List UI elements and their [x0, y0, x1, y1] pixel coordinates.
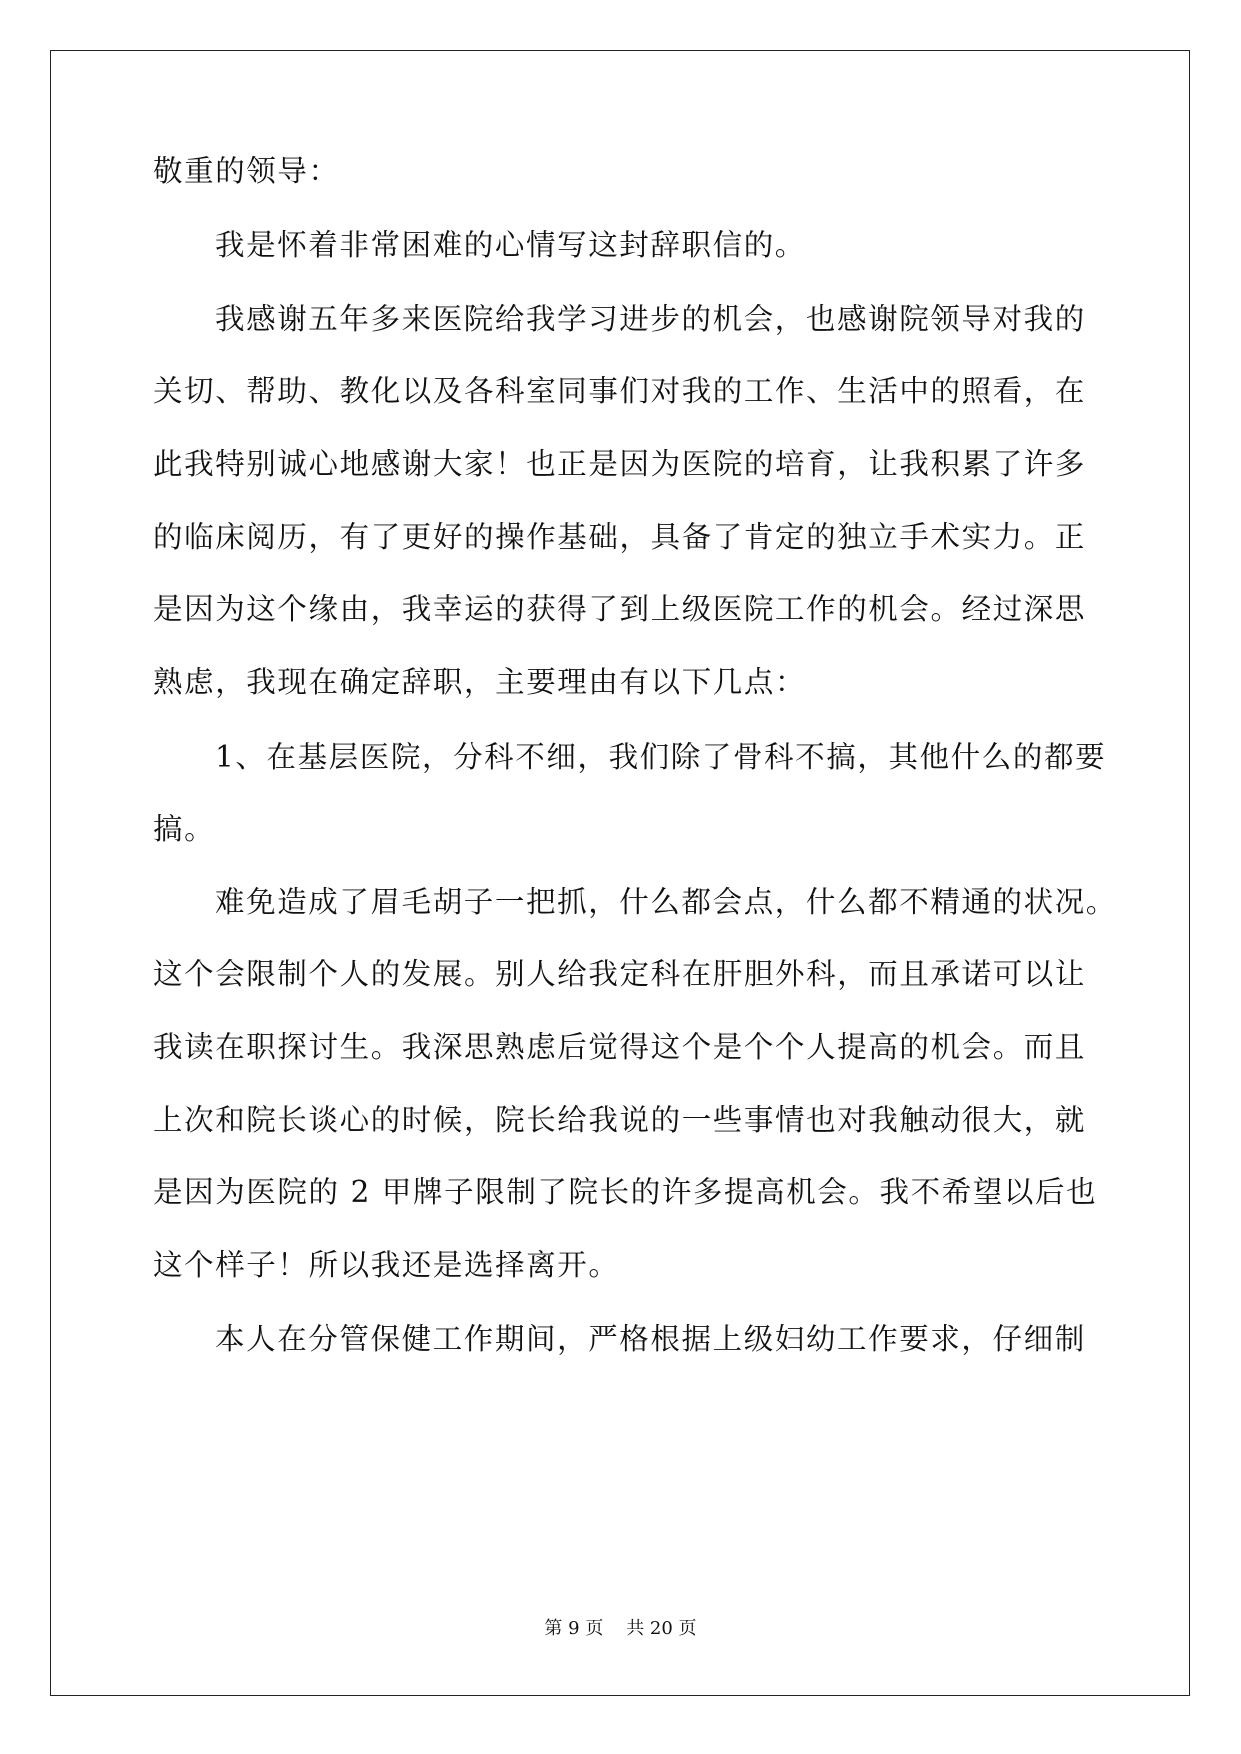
- page-border: [50, 50, 1190, 1696]
- paragraph-line: 搞。: [153, 812, 216, 846]
- paragraph-line: 上次和院长谈心的时候，院长给我说的一些事情也对我触动很大，就: [153, 1103, 1087, 1137]
- paragraph-line: 这个会限制个人的发展。别人给我定科在肝胆外科，而且承诺可以让: [153, 957, 1087, 991]
- paragraph-line: 难免造成了眉毛胡子一把抓，什么都会点，什么都不精通的状况。: [215, 885, 1117, 919]
- paragraph-line: 熟虑，我现在确定辞职，主要理由有以下几点：: [153, 665, 807, 699]
- salutation: 敬重的领导：: [153, 154, 340, 188]
- paragraph-line: 我感谢五年多来医院给我学习进步的机会，也感谢院领导对我的: [215, 302, 1086, 336]
- paragraph-line: 是因为医院的 2 甲牌子限制了院长的许多提高机会。我不希望以后也: [153, 1175, 1098, 1209]
- paragraph-line: 我是怀着非常困难的心情写这封辞职信的。: [215, 228, 806, 262]
- paragraph-line: 是因为这个缘由，我幸运的获得了到上级医院工作的机会。经过深思: [153, 592, 1087, 626]
- paragraph-line: 我读在职探讨生。我深思熟虑后觉得这个是个个人提高的机会。而且: [153, 1030, 1087, 1064]
- paragraph-line: 此我特别诚心地感谢大家！也正是因为医院的培育，让我积累了许多: [153, 447, 1087, 481]
- page-number-footer: 第 9 页 共 20 页: [544, 1618, 697, 1639]
- paragraph-line: 这个样子！所以我还是选择离开。: [153, 1248, 620, 1282]
- paragraph-line: 的临床阅历，有了更好的操作基础，具备了肯定的独立手术实力。正: [153, 520, 1087, 554]
- paragraph-line: 1、在基层医院，分科不细，我们除了骨科不搞，其他什么的都要: [215, 740, 1107, 774]
- paragraph-line: 本人在分管保健工作期间，严格根据上级妇幼工作要求，仔细制: [215, 1322, 1086, 1356]
- paragraph-line: 关切、帮助、教化以及各科室同事们对我的工作、生活中的照看，在: [153, 374, 1087, 408]
